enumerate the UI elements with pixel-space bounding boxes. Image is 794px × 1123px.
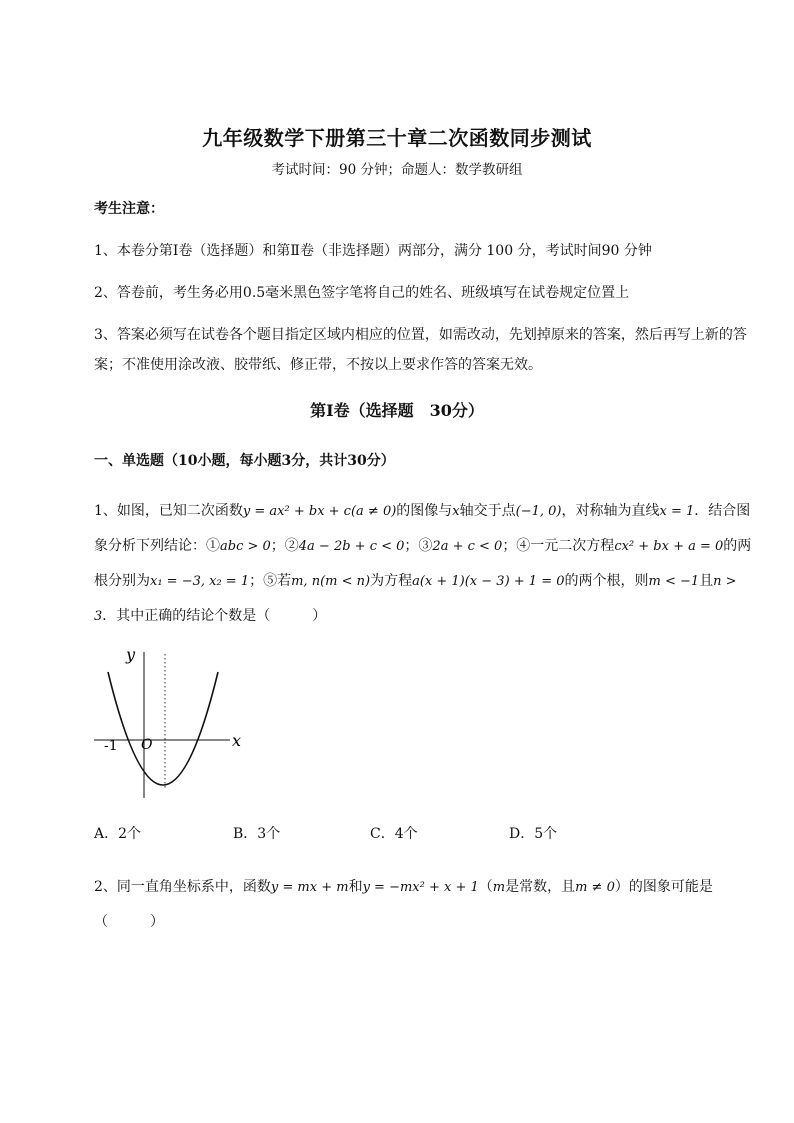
question-1-options [94, 823, 714, 847]
question-2-text: 2、同一直角坐标系中，函数y = mx + m和y = −mx² + x + 1（m是常数，且m ≠ 0）的图象可能是（ ） [94, 879, 713, 930]
notice-heading: 考生注意： [94, 201, 164, 217]
notice-item-3: 3、答案必须写在试卷各个题目指定区域内相应的位置，如需改动，先划掉原来的答案，然后再写上新的答案；不准使用涂改液、胶带纸、修正带，不按以上要求作答的答案无效。 [94, 327, 747, 373]
y-axis-label: y [126, 645, 136, 664]
notice-item-1: 1、本卷分第Ⅰ卷（选择题）和第Ⅱ卷（非选择题）两部分，满分 100 分，考试时间90 分钟 [94, 243, 652, 259]
option-c[interactable]: C．4个 [370, 826, 418, 842]
part1-heading: 第Ⅰ卷（选择题 30分） [310, 401, 484, 420]
option-a[interactable]: A．2个 [94, 826, 142, 842]
option-d[interactable]: D．5个 [509, 826, 558, 842]
neg-one-label: -1 [104, 738, 118, 754]
parabola-figure [90, 640, 250, 805]
option-b[interactable]: B．3个 [233, 826, 281, 842]
origin-label: O [141, 737, 153, 753]
page-subtitle: 考试时间：90 分钟；命题人：数学教研组 [271, 162, 523, 178]
notice-item-2: 2、答卷前，考生务必用0.5毫米黑色签字笔将自己的姓名、班级填写在试卷规定位置上 [94, 285, 630, 301]
page-title: 九年级数学下册第三十章二次函数同步测试 [202, 126, 592, 150]
x-axis-label: x [232, 731, 242, 750]
question-1-text: 1、如图，已知二次函数y = ax² + bx + c(a ≠ 0)的图像与x轴交于点(−1, 0)，对称轴为直线x = 1．结合图象分析下列结论：①abc > 0；②4a − 2b + c < 0；③2a + c < 0；④一元二次方程cx² + bx + a = 0的两根分别为x₁ = −3, x₂ = 1；⑤若m, n(m < n)为方程a(x + 1)(x − 3) + 1 = 0的两个根，则m < −1且n > 3．其中正确的结论个数是（ ） [94, 503, 752, 624]
parabola-curve [108, 672, 218, 785]
section1-heading: 一、单选题（10小题，每小题3分，共计30分） [94, 453, 395, 469]
